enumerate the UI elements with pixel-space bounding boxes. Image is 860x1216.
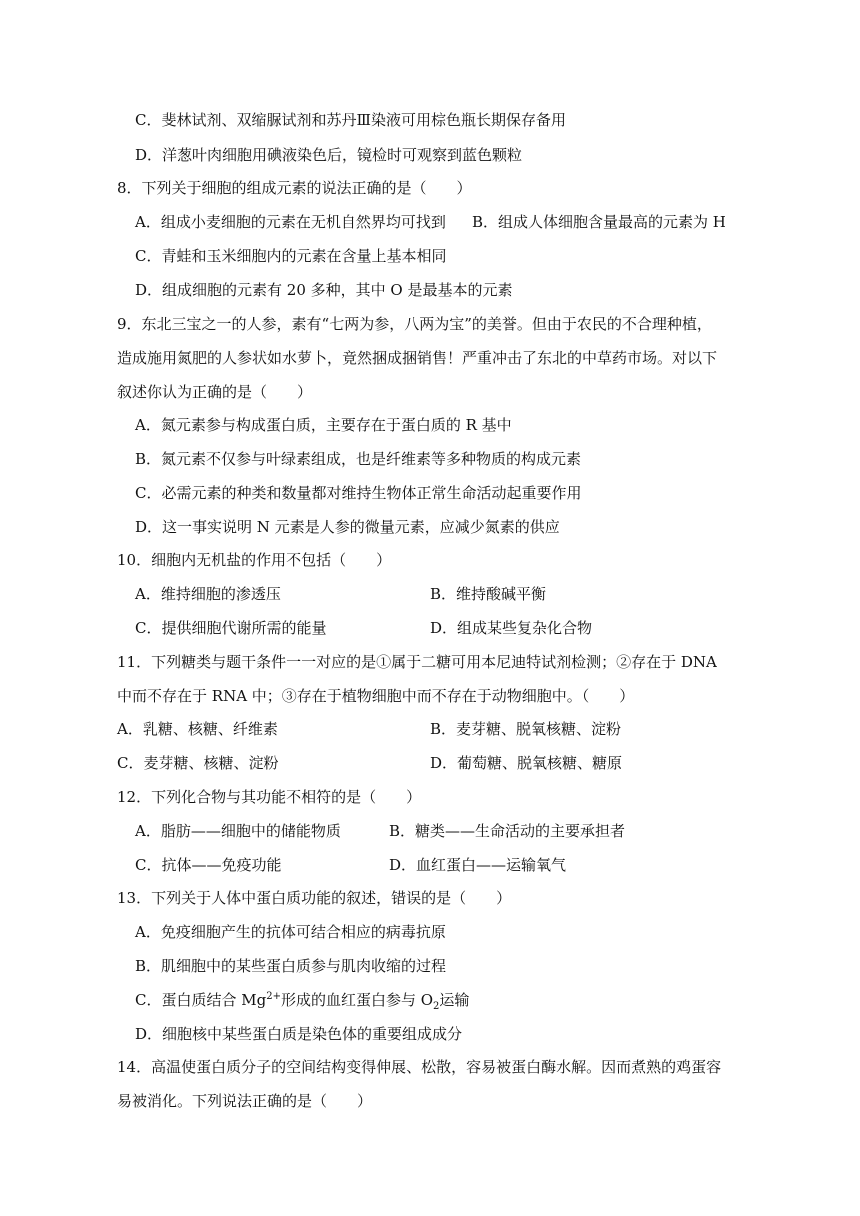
q9-stem-line-1: 9．东北三宝之一的人参，素有“七两为参，八两为宝”的美誉。但由于农民的不合理种植， (117, 315, 712, 333)
q10-stem: 10．细胞内无机盐的作用不包括（ ） (117, 551, 392, 569)
q7-option-c: C．斐林试剂、双缩脲试剂和苏丹Ⅲ染液可用棕色瓶长期保存备用 (135, 111, 566, 129)
q12-option-d: D．血红蛋白——运输氧气 (389, 856, 567, 874)
q13-stem: 13．下列关于人体中蛋白质功能的叙述，错误的是（ ） (117, 889, 512, 907)
q12-option-c: C．抗体——免疫功能 (135, 856, 282, 874)
q13-option-c-text-1: C．蛋白质结合 Mg (135, 991, 267, 1009)
q8-option-c: C．青蛙和玉米细胞内的元素在含量上基本相同 (135, 247, 447, 265)
q8-option-b: B．组成人体细胞含量最高的元素为 H (472, 213, 726, 231)
q13-option-c-text-2: 形成的血红蛋白参与 O (280, 991, 434, 1009)
q13-o2-subscript: 2 (433, 1001, 440, 1012)
q9-stem-line-3: 叙述你认为正确的是（ ） (117, 383, 313, 401)
q10-option-c: C．提供细胞代谢所需的能量 (135, 619, 327, 637)
q11-option-b: B．麦芽糖、脱氧核糖、淀粉 (430, 720, 622, 738)
q9-option-b: B．氮元素不仅参与叶绿素组成，也是纤维素等多种物质的构成元素 (135, 450, 582, 468)
q9-stem-line-2: 造成施用氮肥的人参状如水萝卜，竟然捆成捆销售！严重冲击了东北的中草药市场。对以下 (117, 349, 718, 367)
q8-option-d: D．组成细胞的元素有 20 多种，其中 O 是最基本的元素 (135, 281, 513, 299)
q9-option-c: C．必需元素的种类和数量都对维持生物体正常生命活动起重要作用 (135, 484, 582, 502)
q13-option-c (135, 990, 469, 1010)
q12-stem: 12．下列化合物与其功能不相符的是（ ） (117, 788, 422, 806)
q13-option-b: B．肌细胞中的某些蛋白质参与肌肉收缩的过程 (135, 957, 447, 975)
q9-option-d: D．这一事实说明 N 元素是人参的微量元素，应减少氮素的供应 (135, 518, 560, 536)
q11-option-d: D．葡萄糖、脱氧核糖、糖原 (430, 754, 623, 772)
q9-option-a: A．氮元素参与构成蛋白质，主要存在于蛋白质的 R 基中 (135, 416, 512, 434)
q10-option-d: D．组成某些复杂化合物 (430, 619, 593, 637)
q13-option-a: A．免疫细胞产生的抗体可结合相应的病毒抗原 (135, 923, 446, 941)
q14-stem-line-2: 易被消化。下列说法正确的是（ ） (117, 1092, 373, 1110)
q11-stem-line-1: 11．下列糖类与题干条件一一对应的是①属于二糖可用本尼迪特试剂检测；②存在于 DNA (117, 653, 717, 671)
q13-option-d: D．细胞核中某些蛋白质是染色体的重要组成成分 (135, 1025, 463, 1043)
q13-option-c-text-3: 运输 (439, 991, 470, 1009)
q10-option-a: A．维持细胞的渗透压 (135, 585, 281, 603)
q8-stem: 8．下列关于细胞的组成元素的说法正确的是（ ） (117, 179, 472, 197)
q7-option-d: D．洋葱叶肉细胞用碘液染色后，镜检时可观察到蓝色颗粒 (135, 146, 523, 164)
q11-option-c: C．麦芽糖、核糖、淀粉 (117, 754, 279, 772)
q10-option-b: B．维持酸碱平衡 (430, 585, 547, 603)
q11-option-a: A．乳糖、核糖、纤维素 (117, 720, 278, 738)
q12-option-a: A．脂肪——细胞中的储能物质 (135, 822, 341, 840)
q13-mg-charge: 2+ (266, 991, 281, 1002)
q12-option-b: B．糖类——生命活动的主要承担者 (389, 822, 626, 840)
q11-stem-line-2: 中而不存在于 RNA 中；③存在于植物细胞中而不存在于动物细胞中。（ ） (117, 687, 635, 705)
q14-stem-line-1: 14．高温使蛋白质分子的空间结构变得伸展、松散，容易被蛋白酶水解。因而煮熟的鸡蛋容 (117, 1058, 722, 1076)
q8-option-a: A．组成小麦细胞的元素在无机自然界均可找到 (135, 213, 446, 231)
